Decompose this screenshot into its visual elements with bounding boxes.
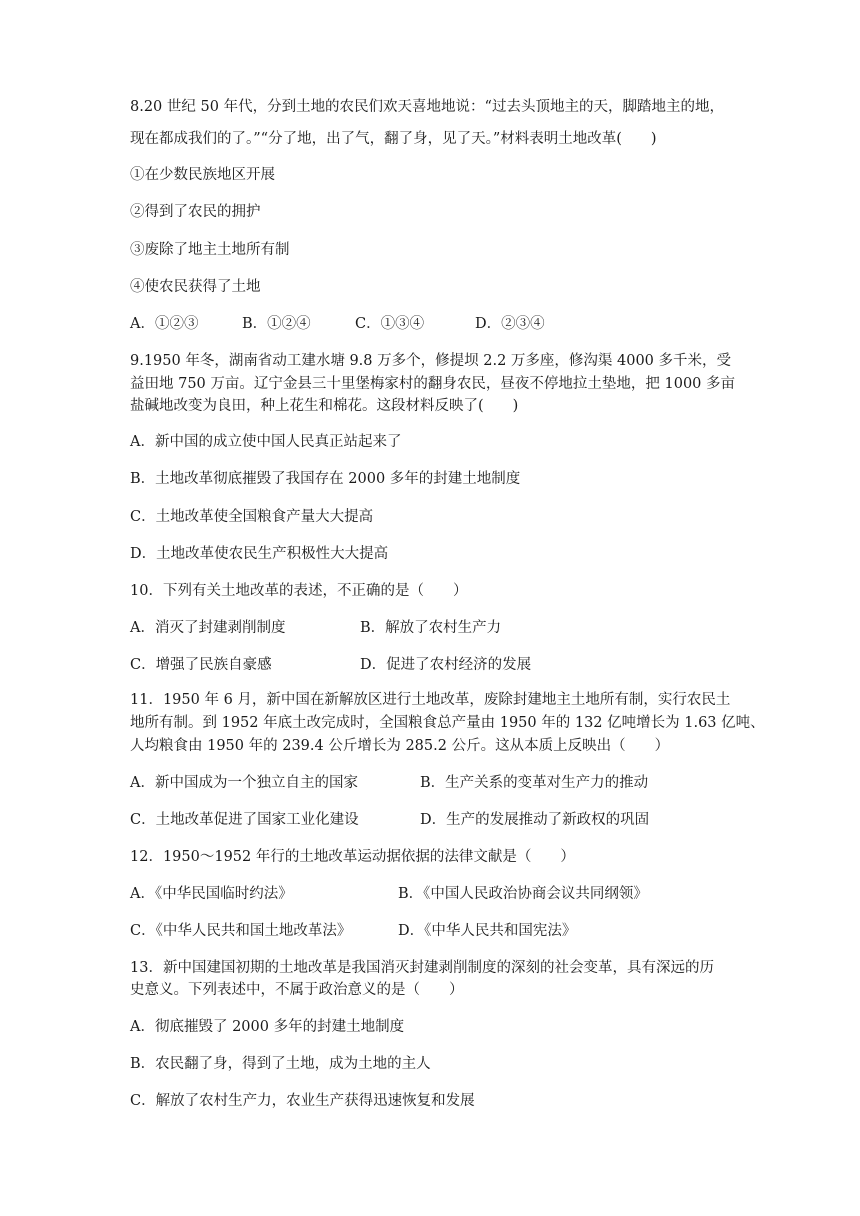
q10-stem: 10．下列有关土地改革的表述，不正确的是（ ） (130, 583, 468, 599)
q8-item-3: ③废除了地主土地所有制 (130, 242, 290, 258)
q13-stem-line-2: 史意义。下列表述中，不属于政治意义的是（ ） (130, 982, 464, 998)
q10-option-d: D．促进了农村经济的发展 (360, 657, 532, 673)
q9-option-c: C．土地改革使全国粮食产量大大提高 (130, 509, 374, 525)
q8-item-1: ①在少数民族地区开展 (130, 167, 275, 183)
q9-option-a: A．新中国的成立使中国人民真正站起来了 (130, 434, 402, 450)
q8-option-d: D．②③④ (475, 316, 545, 332)
q9-stem-line-1: 9.1950 年冬，湖南省动工建水塘 9.8 万多个，修提坝 2.2 万多座，修沟渠 4000 多千米，受 (130, 353, 732, 369)
q12-option-b: B．《中国人民政治协商会议共同纲领》 (398, 886, 648, 902)
q8-item-2: ②得到了农民的拥护 (130, 204, 261, 220)
q13-stem-line-1: 13．新中国建国初期的土地改革是我国消灭封建剥削制度的深刻的社会变革，具有深远的历 (130, 960, 714, 976)
q13-option-a: A．彻底摧毁了 2000 多年的封建土地制度 (130, 1019, 405, 1035)
q12-option-d: D．《中华人民共和国宪法》 (398, 923, 577, 939)
q11-option-a: A．新中国成为一个独立自主的国家 (130, 775, 358, 791)
q11-stem-line-2: 地所有制。到 1952 年底土改完成时，全国粮食总产量由 1950 年的 132 亿吨增长为 1.63 亿吨、 (130, 715, 765, 731)
q8-item-4: ④使农民获得了土地 (130, 279, 261, 295)
q10-option-c: C．增强了民族自豪感 (130, 657, 272, 673)
q8-option-a: A．①②③ (130, 316, 199, 332)
q10-option-a: A．消灭了封建剥削制度 (130, 620, 286, 636)
q10-option-b: B．解放了农村生产力 (360, 620, 502, 636)
q11-option-b: B．生产关系的变革对生产力的推动 (420, 775, 649, 791)
q11-stem-line-1: 11．1950 年 6 月，新中国在新解放区进行土地改革，废除封建地主土地所有制，实行农民土 (130, 692, 731, 708)
q9-stem-line-2: 益田地 750 万亩。辽宁金县三十里堡梅家村的翻身农民，昼夜不停地拉土垫地，把 1000 多亩 (130, 376, 736, 392)
q8-stem-line-2: 现在都成我们的了。”“分了地，出了气，翻了身，见了天。”材料表明土地改革( ) (130, 131, 657, 147)
q12-stem: 12．1950～1952 年行的土地改革运动据依据的法律文献是（ ） (130, 849, 575, 865)
q11-stem-line-3: 人均粮食由 1950 年的 239.4 公斤增长为 285.2 公斤。这从本质上反映出（ ） (130, 738, 670, 754)
q9-option-b: B．土地改革彻底摧毁了我国存在 2000 多年的封建土地制度 (130, 471, 521, 487)
q11-option-c: C．土地改革促进了国家工业化建设 (130, 812, 359, 828)
q8-option-c: C．①③④ (355, 316, 425, 332)
q9-stem-line-3: 盐碱地改变为良田，种上花生和棉花。这段材料反映了( ) (130, 398, 519, 414)
q13-option-c: C．解放了农村生产力，农业生产获得迅速恢复和发展 (130, 1093, 475, 1109)
q13-option-b: B．农民翻了身，得到了土地，成为土地的主人 (130, 1056, 431, 1072)
q8-option-b: B．①②④ (242, 316, 311, 332)
q9-option-d: D．土地改革使农民生产积极性大大提高 (130, 546, 389, 562)
q8-stem-line-1: 8.20 世纪 50 年代，分到土地的农民们欢天喜地地说：“过去头顶地主的天，脚踏地主的地， (130, 99, 724, 115)
q12-option-a: A．《中华民国临时约法》 (130, 886, 293, 902)
q11-option-d: D．生产的发展推动了新政权的巩固 (420, 812, 650, 828)
q12-option-c: C．《中华人民共和国土地改革法》 (130, 923, 352, 939)
